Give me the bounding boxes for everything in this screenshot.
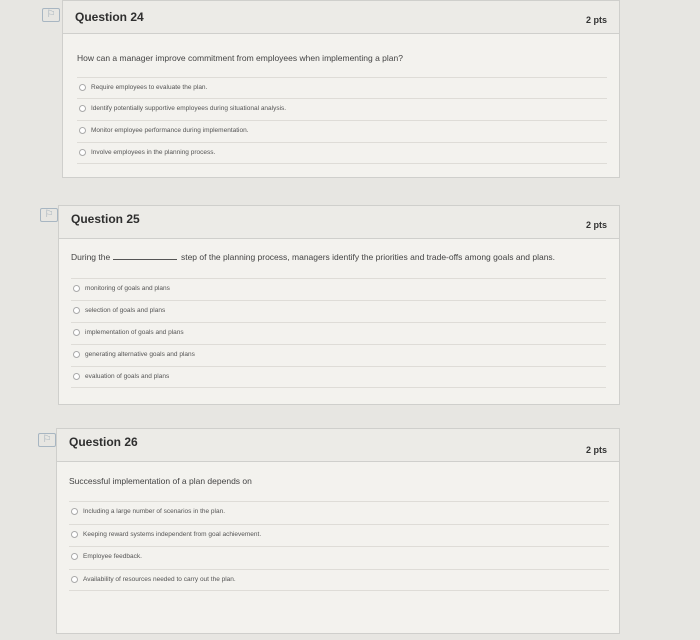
answer-option-label: Including a large number of scenarios in the plan. <box>83 508 226 515</box>
question-points: 2 pts <box>585 445 607 455</box>
answer-option[interactable] <box>71 366 606 388</box>
radio-button[interactable] <box>73 329 80 336</box>
radio-button[interactable] <box>71 531 78 538</box>
answer-option-label: selection of goals and plans <box>85 307 166 314</box>
answer-option[interactable] <box>69 546 609 567</box>
question-25-card <box>58 205 620 405</box>
question-title: Question 26 <box>69 435 138 449</box>
radio-button[interactable] <box>79 149 86 156</box>
radio-button[interactable] <box>79 127 86 134</box>
flag-question-icon[interactable]: ⚐ <box>38 433 56 447</box>
radio-button[interactable] <box>73 373 80 380</box>
answer-option[interactable] <box>71 278 606 299</box>
radio-button[interactable] <box>71 576 78 583</box>
question-24-header <box>63 1 619 34</box>
answer-option[interactable] <box>71 300 606 321</box>
radio-button[interactable] <box>73 351 80 358</box>
prompt-before-blank: During the <box>71 252 111 262</box>
radio-button[interactable] <box>73 285 80 292</box>
question-title: Question 24 <box>75 10 144 24</box>
answer-option[interactable] <box>77 120 607 141</box>
fill-in-blank <box>113 259 177 260</box>
flag-question-icon[interactable]: ⚐ <box>40 208 58 222</box>
question-points: 2 pts <box>585 15 607 25</box>
question-prompt <box>71 252 555 262</box>
answer-option[interactable] <box>69 501 609 522</box>
answer-option-label: Identify potentially supportive employees during situational analysis. <box>91 105 287 112</box>
question-prompt: Successful implementation of a plan depends on <box>69 476 252 486</box>
answer-option[interactable] <box>71 344 606 365</box>
answer-option-label: Availability of resources needed to carry out the plan. <box>83 576 236 583</box>
radio-button[interactable] <box>71 508 78 515</box>
question-26-header <box>57 429 619 462</box>
answer-option-label: evaluation of goals and plans <box>85 373 170 380</box>
answer-option-label: Keeping reward systems independent from goal achievement. <box>83 531 262 538</box>
radio-button[interactable] <box>71 553 78 560</box>
question-26-card <box>56 428 620 634</box>
answer-option[interactable] <box>71 322 606 343</box>
radio-button[interactable] <box>79 105 86 112</box>
question-24-card <box>62 0 620 178</box>
question-prompt: How can a manager improve commitment from employees when implementing a plan? <box>77 53 403 63</box>
answer-option-label: monitoring of goals and plans <box>85 285 170 292</box>
prompt-after-blank: step of the planning process, managers identify the priorities and trade-offs among goals and plans. <box>180 252 556 262</box>
radio-button[interactable] <box>79 84 86 91</box>
answer-option[interactable] <box>77 98 607 119</box>
answer-option-label: Require employees to evaluate the plan. <box>91 84 208 91</box>
question-25-header <box>59 206 619 239</box>
question-title: Question 25 <box>71 212 140 226</box>
answer-option-label: generating alternative goals and plans <box>85 351 195 358</box>
flag-question-icon[interactable]: ⚐ <box>42 8 60 22</box>
answer-option-label: Involve employees in the planning process. <box>91 149 216 156</box>
answer-option-label: Monitor employee performance during implementation. <box>91 127 249 134</box>
answer-option-label: implementation of goals and plans <box>85 329 184 336</box>
answer-option[interactable] <box>77 77 607 98</box>
answer-option[interactable] <box>77 142 607 164</box>
radio-button[interactable] <box>73 307 80 314</box>
answer-option-label: Employee feedback. <box>83 553 142 560</box>
answer-option[interactable] <box>69 524 609 545</box>
question-points: 2 pts <box>585 220 607 230</box>
answer-option[interactable] <box>69 569 609 591</box>
